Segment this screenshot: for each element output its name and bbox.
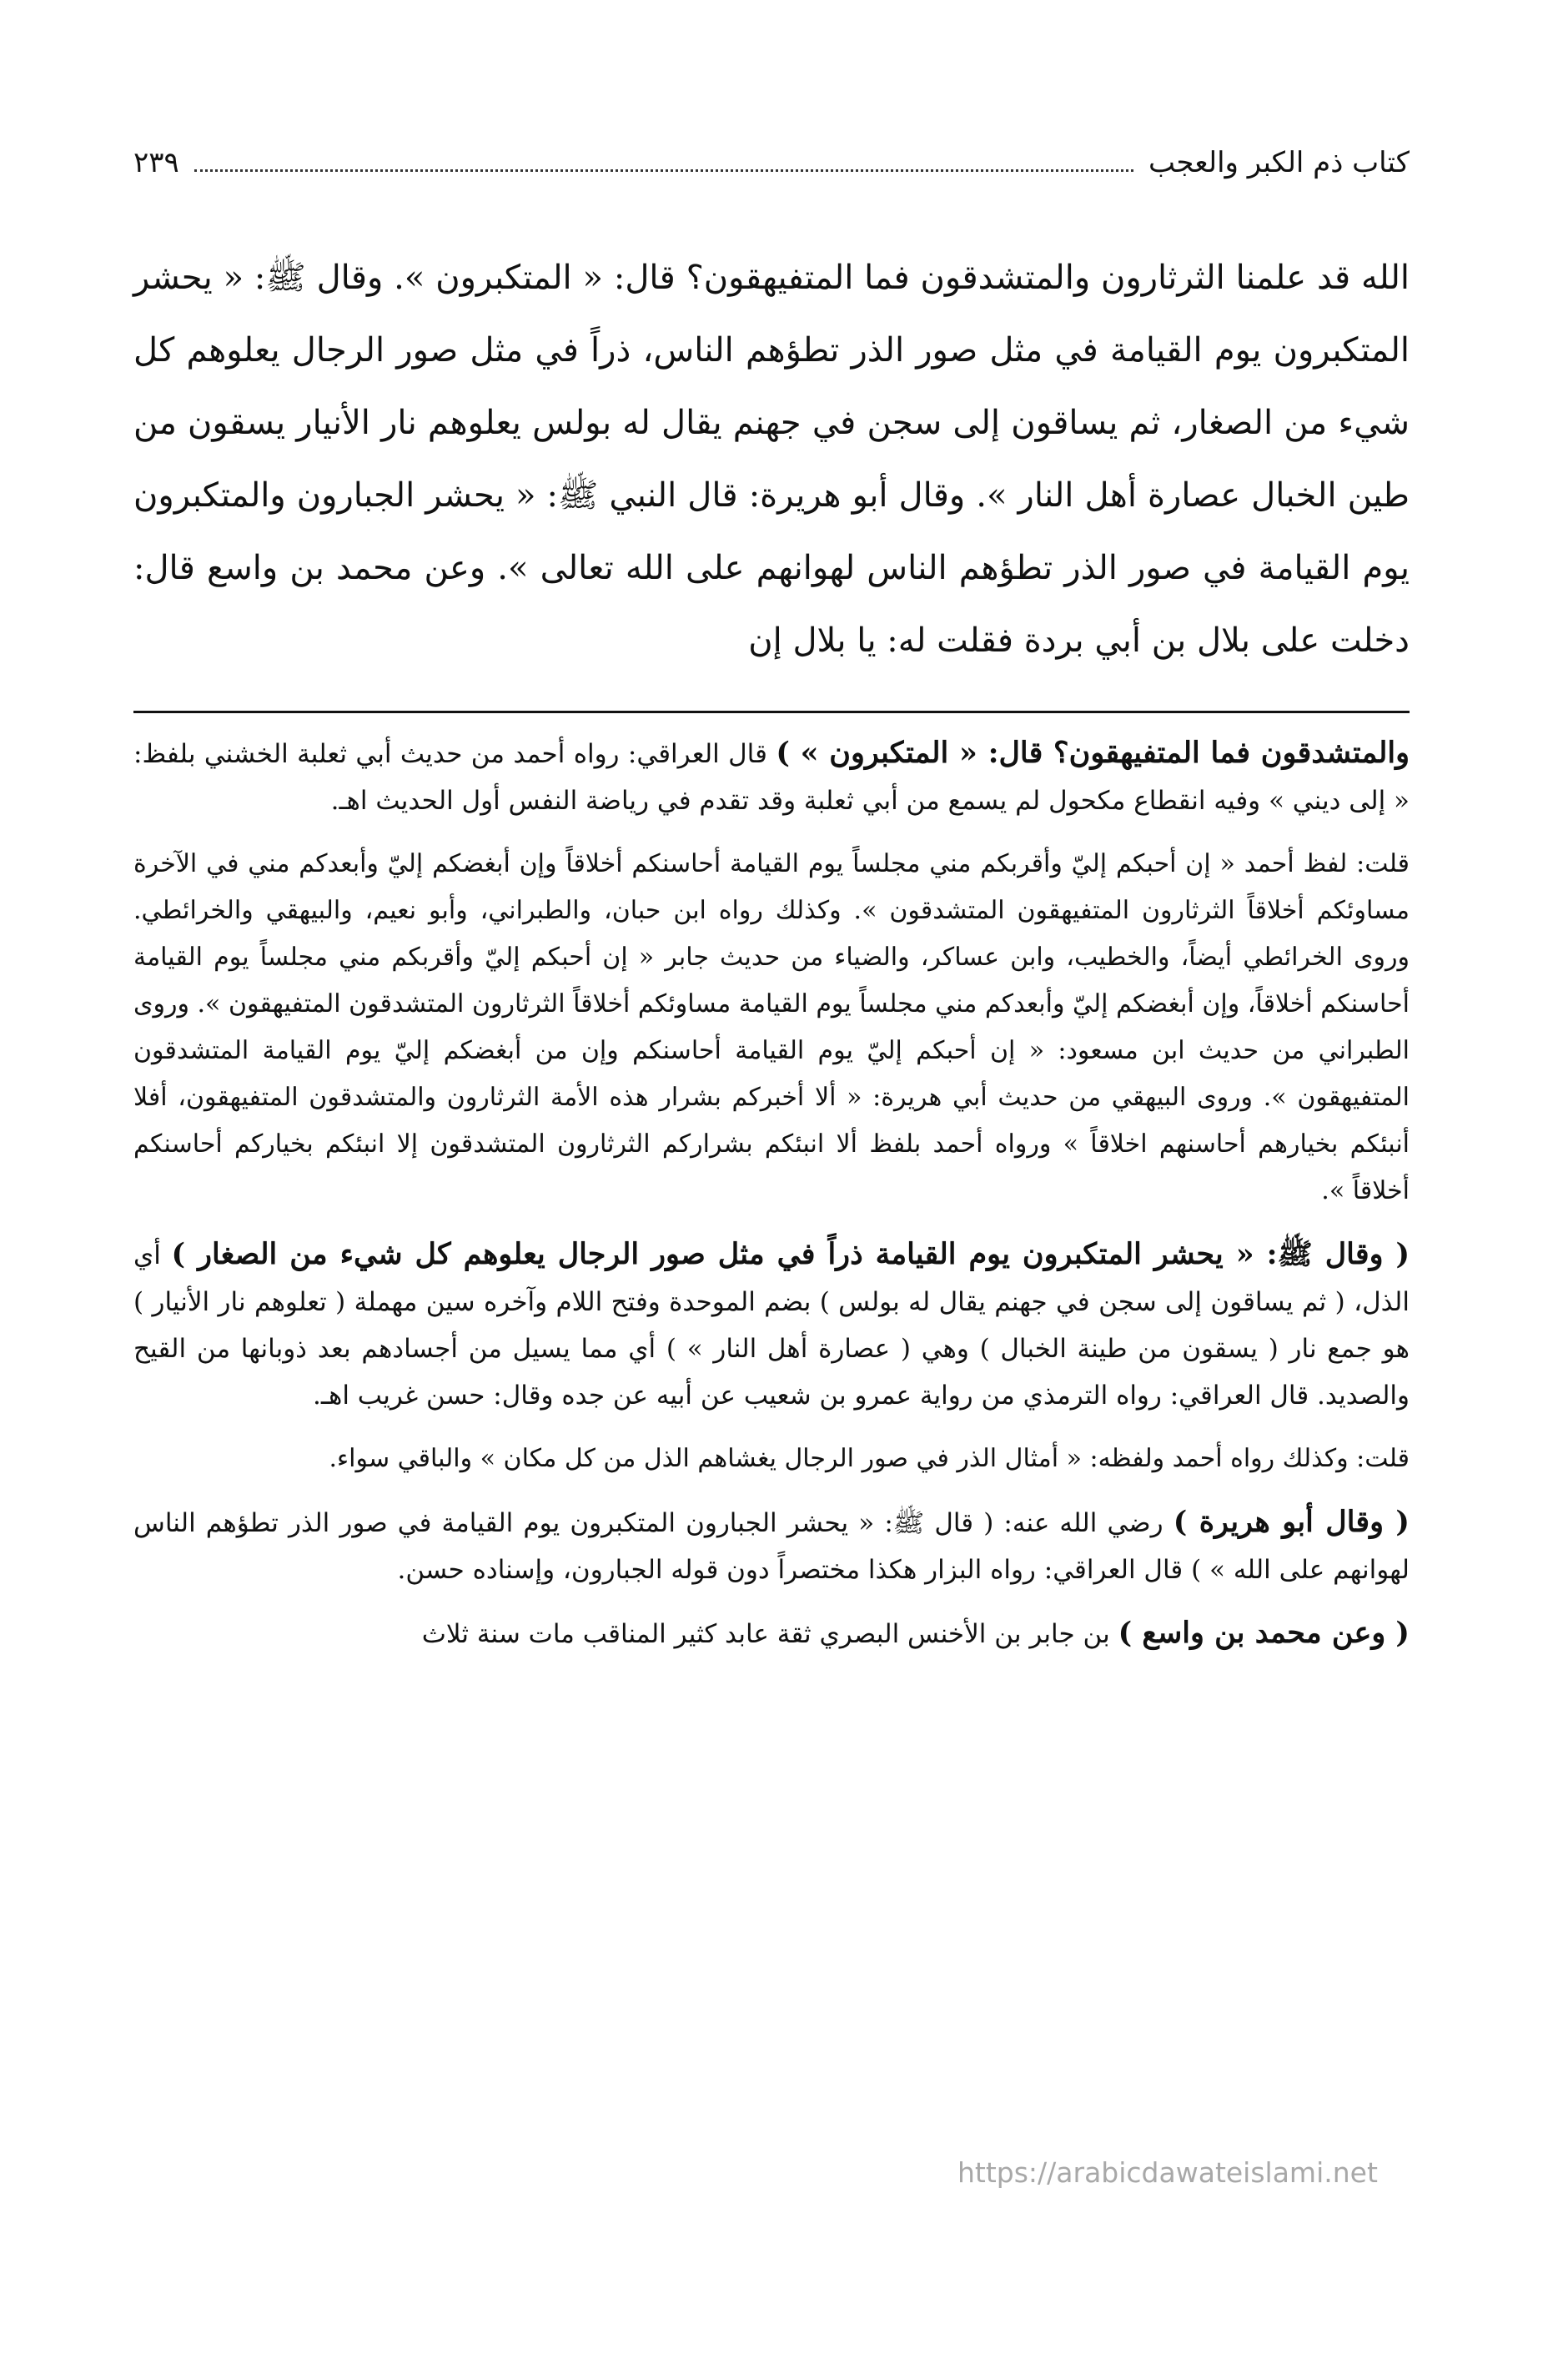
footnote-divider — [133, 711, 1410, 713]
commentary-paragraph — [133, 1610, 1410, 1657]
running-title: كتاب ذم الكبر والعجب — [1148, 146, 1410, 179]
commentary-paragraph — [133, 1231, 1410, 1419]
page-number: ٢٣٩ — [133, 146, 179, 179]
commentary-text: قال العراقي: رواه أحمد من حديث أبي ثعلبة الخشني بلفظ: « إلى ديني » وفيه انقطاع مكحول لم يسمع من أبي ثعلبة وقد تقدم في رياضة النفس أول الحديث اهـ. — [133, 739, 1410, 816]
commentary-paragraph — [133, 1499, 1410, 1593]
commentary-paragraph — [133, 841, 1410, 1215]
header-dotted-leader — [194, 169, 1133, 172]
commentary-text: قلت: لفظ أحمد « إن أحبكم إليّ وأقربكم مني مجلساً يوم القيامة أحاسنكم أخلاقاً وإن أبغضكم إليّ وأبعدكم مني في الآخرة مساوئكم أخلاقاً الثرثارون المتفيهقون المتشدقون ». وكذلك رواه ابن حبان، والطبراني، وأبو نعيم، والبيهقي والخرائطي. وروى الخرائطي أيضاً، والخطيب، وابن عساكر، والضياء من حديث جابر « إن أحبكم إليّ وأقربكم مني مجلساً يوم القيامة أحاسنكم أخلاقاً، وإن أبغضكم إليّ وأبعدكم مني مجلساً يوم القيامة مساوئكم أخلاقاً الثرثارون المتشدقون المتفيهقون ». وروى الطبراني من حديث ابن مسعود: « إن أحبكم إليّ يوم القيامة أحاسنكم وإن من أبغضكم إليّ يوم القيامة المتشدقون المتفيهقون ». وروى البيهقي من حديث أبي هريرة: « ألا أخبركم بشرار هذه الأمة الثرثارون والمتشدقون المتفيهقون، أفلا أنبئكم بخيارهم أحاسنهم اخلاقاً » ورواه أحمد بلفظ ألا انبئكم بشراركم الثرثارون المتشدقون إلا انبئكم بخياركم أحاسنكم أخلاقاً ». — [133, 849, 1410, 1205]
commentary-paragraph — [133, 1436, 1410, 1482]
watermark-url: https://arabicdawateislami.net — [957, 2156, 1378, 2189]
commentary — [133, 730, 1410, 1657]
commentary-text: قلت: وكذلك رواه أحمد ولفظه: « أمثال الذر في صور الرجال يغشاهم الذل من كل مكان » والباقي سواء. — [329, 1444, 1410, 1473]
main-text: الله قد علمنا الثرثارون والمتشدقون فما المتفيهقون؟ قال: « المتكبرون ». وقال ﷺ: « يحشر المتكبرون يوم القيامة في مثل صور الذر تطؤهم الناس، ذراً في مثل صور الرجال يعلوهم كل شيء من الصغار، ثم يساقون إلى سجن في جهنم يقال له بولس يعلوهم نار الأنيار يسقون من طين الخبال عصارة أهل النار ». وقال أبو هريرة: قال النبي ﷺ: « يحشر الجبارون والمتكبرون يوم القيامة في صور الذر تطؤهم الناس لهوانهم على الله تعالى ». وعن محمد بن واسع قال: دخلت على بلال بن أبي بردة فقلت له: يا بلال إن — [133, 259, 1410, 660]
commentary-text: رضي الله عنه: ( قال ﷺ: « يحشر الجبارون المتكبرون يوم القيامة في صور الذر تطؤهم الناس لهوانهم على الله » ) قال العراقي: رواه البزار هكذا مختصراً دون قوله الجبارون، وإسناده حسن. — [133, 1508, 1410, 1585]
commentary-bold-lemma: ( وقال ﷺ: « يحشر المتكبرون يوم القيامة ذراً في مثل صور الرجال يعلوهم كل شيء من الصغار ) — [171, 1237, 1410, 1271]
commentary-bold-lemma: والمتشدقون فما المتفيهقون؟ قال: « المتكبرون » ) — [776, 736, 1410, 770]
page-header — [133, 146, 1410, 204]
book-page — [133, 146, 1410, 1674]
commentary-text: أي الذل، ( ثم يساقون إلى سجن في جهنم يقال له بولس ) بضم الموحدة وفتح اللام وآخره سين مهملة ( تعلوهم نار الأنيار ) هو جمع نار ( يسقون من طينة الخبال ) وهي ( عصارة أهل النار » ) أي مما يسيل من أجسادهم بعد ذوبانها من القيح والصديد. قال العراقي: رواه الترمذي من رواية عمرو بن شعيب عن أبيه عن جده وقال: حسن غريب اهـ. — [133, 1240, 1410, 1411]
commentary-paragraph — [133, 730, 1410, 824]
commentary-bold-lemma: ( وعن محمد بن واسع ) — [1118, 1616, 1410, 1650]
commentary-text: بن جابر بن الأخنس البصري ثقة عابد كثير المناقب مات سنة ثلاث — [421, 1619, 1118, 1649]
commentary-bold-lemma: ( وقال أبو هريرة ) — [1173, 1505, 1410, 1539]
